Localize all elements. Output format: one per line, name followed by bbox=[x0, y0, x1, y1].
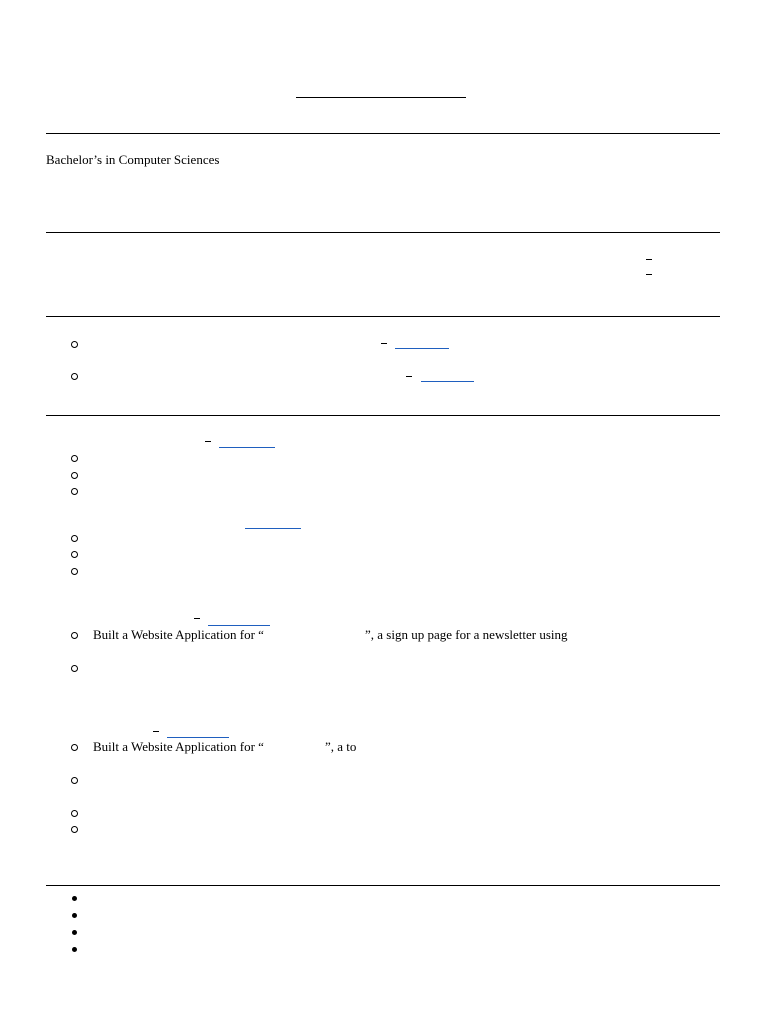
section-divider-experience bbox=[46, 232, 720, 233]
project-1-link[interactable] bbox=[219, 447, 275, 448]
project-3-bullet-1 bbox=[71, 632, 78, 639]
section-divider-skills bbox=[46, 885, 720, 886]
project-1-bullet-2 bbox=[71, 472, 78, 479]
project-4-dash bbox=[153, 731, 159, 732]
skills-bullet-2 bbox=[72, 913, 77, 918]
project-2-bullet-1 bbox=[71, 535, 78, 542]
project-3-description-start: Built a Website Application for “ bbox=[93, 627, 264, 642]
project-3-dash bbox=[194, 618, 200, 619]
section-divider-education bbox=[46, 133, 720, 134]
certification-bullet-2 bbox=[71, 373, 78, 380]
project-4-bullet-2 bbox=[71, 777, 78, 784]
project-4-description-end: ”, a to bbox=[325, 739, 357, 754]
project-1-bullet-1 bbox=[71, 455, 78, 462]
title-underline bbox=[296, 97, 466, 98]
education-degree: Bachelor’s in Computer Sciences bbox=[46, 152, 220, 167]
certification-dash-2 bbox=[406, 376, 412, 377]
skills-bullet-4 bbox=[72, 947, 77, 952]
project-3-bullet-2 bbox=[71, 665, 78, 672]
project-3-link[interactable] bbox=[208, 625, 270, 626]
certification-link-2[interactable] bbox=[421, 381, 474, 382]
certification-link-1[interactable] bbox=[395, 348, 449, 349]
skills-bullet-1 bbox=[72, 896, 77, 901]
project-4-link[interactable] bbox=[167, 737, 229, 738]
project-2-bullet-2 bbox=[71, 551, 78, 558]
project-2-link[interactable] bbox=[245, 528, 301, 529]
project-3-description-end: ”, a sign up page for a newsletter using bbox=[365, 627, 568, 642]
experience-date-dash-1 bbox=[646, 259, 652, 260]
project-1-bullet-3 bbox=[71, 488, 78, 495]
experience-date-dash-2 bbox=[646, 274, 652, 275]
project-4-bullet-4 bbox=[71, 826, 78, 833]
skills-bullet-3 bbox=[72, 930, 77, 935]
project-1-dash bbox=[205, 441, 211, 442]
section-divider-projects bbox=[46, 415, 720, 416]
certification-dash-1 bbox=[381, 343, 387, 344]
project-2-bullet-3 bbox=[71, 568, 78, 575]
section-divider-certifications bbox=[46, 316, 720, 317]
project-4-bullet-3 bbox=[71, 810, 78, 817]
project-4-bullet-1 bbox=[71, 744, 78, 751]
project-4-description-start: Built a Website Application for “ bbox=[93, 739, 264, 754]
certification-bullet-1 bbox=[71, 341, 78, 348]
